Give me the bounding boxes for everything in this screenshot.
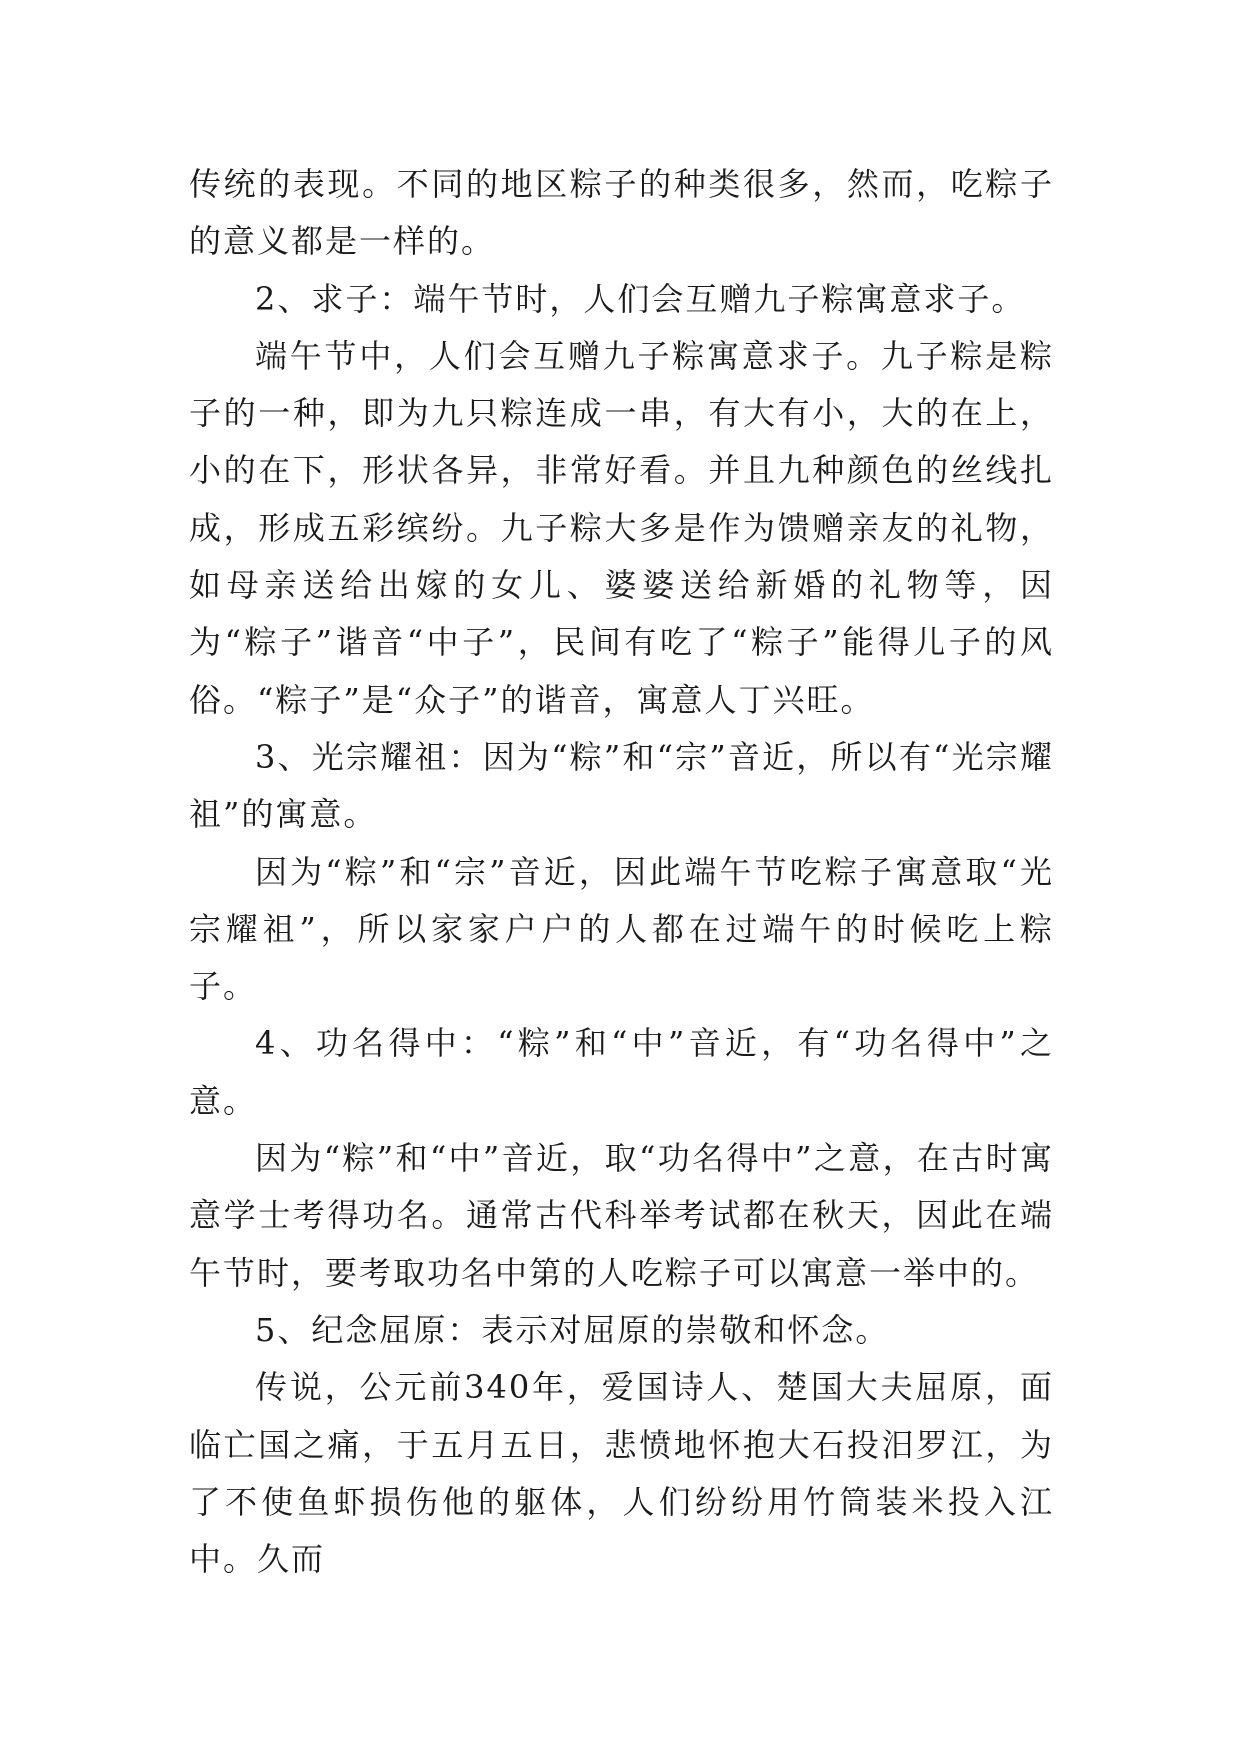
paragraph-1: 传统的表现。不同的地区粽子的种类很多，然而，吃粽子的意义都是一样的。 bbox=[189, 165, 1054, 261]
paragraph-5: 因为“粽”和“宗”音近，因此端午节吃粽子寓意取“光宗耀祖”，所以家家户户的人都在过端午的时候吃上粽子。 bbox=[189, 852, 1054, 1006]
paragraph-4: 3、光宗耀祖：因为“粽”和“宗”音近，所以有“光宗耀祖”的寓意。 bbox=[189, 737, 1054, 834]
paragraph-8: 5、纪念屈原：表示对屈原的崇敬和怀念。 bbox=[255, 1310, 890, 1349]
paragraph-2: 2、求子：端午节时，人们会互赠九子粽寓意求子。 bbox=[255, 279, 1026, 318]
paragraph-6: 4、功名得中：“粽”和“中”音近，有“功名得中”之意。 bbox=[189, 1024, 1054, 1120]
paragraph-9: 传说，公元前340年，爱国诗人、楚国大夫屈原，面临亡国之痛，于五月五日，悲愤地怀抱大石投汨罗江，为了不使鱼虾损伤他的躯体，人们纷纷用竹筒装米投入江中。久而 bbox=[189, 1368, 1054, 1579]
paragraph-7: 因为“粽”和“中”音近，取“功名得中”之意，在古时寓意学士考得功名。通常古代科举考试都在秋天，因此在端午节时，要考取功名中第的人吃粽子可以寓意一举中的。 bbox=[189, 1139, 1054, 1292]
paragraph-3: 端午节中，人们会互赠九子粽寓意求子。九子粽是粽子的一种，即为九只粽连成一串，有大有小，大的在上，小的在下，形状各异，非常好看。并且九种颜色的丝线扎成，形成五彩缤纷。九子粽大多是作为馈赠亲友的礼物，如母亲送给出嫁的女儿、婆婆送给新婚的礼物等，因为“粽子”谐音“中子”，民间有吃了“粽子”能得儿子的风俗。“粽子”是“众子”的谐音，寓意人丁兴旺。 bbox=[189, 336, 1054, 719]
document-body bbox=[189, 156, 1054, 1588]
